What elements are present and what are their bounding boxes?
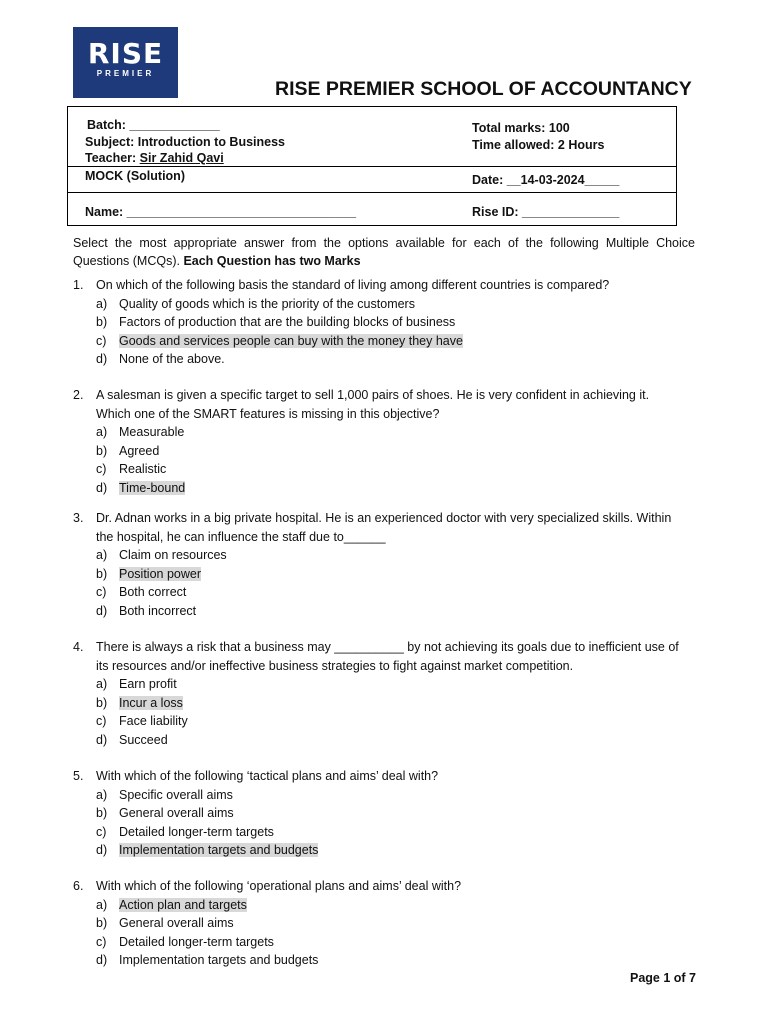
- question: [73, 509, 673, 620]
- option: [73, 423, 673, 442]
- date-field: Date: __14-03-2024_____: [472, 173, 620, 187]
- option-letter: c): [96, 824, 107, 839]
- teacher-field: [85, 151, 224, 165]
- option-letter: d): [96, 732, 108, 747]
- correct-option: [73, 479, 673, 498]
- option-text: Incur a loss: [119, 695, 183, 710]
- logo-line2: PREMIER: [96, 69, 155, 78]
- option-letter: a): [96, 897, 108, 912]
- header-divider: [68, 192, 676, 193]
- school-name: RISE PREMIER SCHOOL OF ACCOUNTANCY: [275, 78, 692, 100]
- option-text: Specific overall aims: [119, 787, 233, 802]
- option-text: Implementation targets and budgets: [119, 953, 319, 967]
- option-letter: d): [96, 603, 108, 618]
- question-text: On which of the following basis the standard of living among different countries is compared?: [96, 278, 610, 292]
- option-text: Action plan and targets: [119, 897, 247, 912]
- option-letter: a): [96, 787, 108, 802]
- option: [73, 951, 703, 970]
- option-letter: b): [96, 695, 108, 710]
- batch-field: Batch: _____________: [87, 118, 220, 132]
- option: [73, 583, 673, 602]
- option-text: Goods and services people can buy with the money they have: [119, 333, 463, 348]
- option-text: Realistic: [119, 462, 167, 476]
- question-text: A salesman is given a specific target to sell 1,000 pairs of shoes. He is very confident in achieving it. Which one of the SMART features is missing in this objective?: [96, 388, 650, 421]
- option-text: Implementation targets and budgets: [119, 843, 319, 857]
- option: [73, 675, 693, 694]
- option-text: Detailed longer-term targets: [119, 934, 274, 949]
- exam-header-box: [67, 106, 677, 226]
- page-number: Page 1 of 7: [630, 971, 696, 985]
- option-letter: a): [96, 425, 108, 439]
- question: [73, 276, 703, 369]
- option: [73, 914, 703, 933]
- question-text: With which of the following ‘operational plans and aims’ deal with?: [96, 879, 462, 893]
- option-letter: a): [96, 548, 108, 562]
- option: [73, 731, 693, 750]
- option-letter: b): [96, 566, 108, 581]
- correct-option: [73, 841, 703, 860]
- option-text: Earn profit: [119, 677, 177, 691]
- teacher-name: Sir Zahid Qavi: [139, 151, 224, 165]
- option-text: Agreed: [119, 443, 160, 458]
- option-letter: c): [96, 585, 107, 599]
- question-text: There is always a risk that a business may __________ by not achieving its goals due to inefficient use of its resources and/or ineffective business strategies to fight against market competition.: [96, 640, 679, 673]
- instructions-marks: Each Question has two Marks: [183, 253, 361, 268]
- option-text: Measurable: [119, 425, 185, 439]
- time-allowed: Time allowed: 2 Hours: [472, 138, 605, 152]
- question-number: 2.: [73, 388, 84, 402]
- option: [73, 295, 703, 314]
- option-text: Position power: [119, 566, 201, 581]
- option-letter: b): [96, 315, 108, 329]
- option-letter: b): [96, 443, 108, 458]
- option-text: Both correct: [119, 585, 187, 599]
- correct-option: [73, 332, 703, 351]
- option-text: General overall aims: [119, 806, 234, 820]
- teacher-label: Teacher:: [85, 151, 140, 165]
- option-text: None of the above.: [119, 352, 225, 366]
- school-logo: [73, 27, 178, 98]
- question-number: 3.: [73, 511, 84, 525]
- total-marks: Total marks: 100: [472, 121, 570, 135]
- option-text: Claim on resources: [119, 548, 227, 562]
- option: [73, 460, 673, 479]
- mock-label: MOCK (Solution): [85, 169, 185, 183]
- option: [73, 602, 673, 621]
- name-field: Name: _________________________________: [85, 205, 357, 219]
- option-letter: c): [96, 333, 107, 348]
- question-number: 5.: [73, 769, 84, 783]
- option: [73, 546, 673, 565]
- question-number: 6.: [73, 879, 84, 893]
- subject-field: Subject: Introduction to Business: [85, 135, 286, 149]
- option: [73, 786, 703, 805]
- option-text: Time-bound: [119, 480, 186, 495]
- correct-option: [73, 694, 693, 713]
- option-text: Factors of production that are the building blocks of business: [119, 315, 456, 329]
- highlight: [96, 695, 183, 710]
- option: [73, 350, 703, 369]
- option: [73, 442, 673, 461]
- question-number: 1.: [73, 278, 84, 292]
- option: [73, 712, 693, 731]
- logo-line1: RISE: [87, 37, 164, 70]
- question-text: With which of the following ‘tactical plans and aims’ deal with?: [96, 769, 439, 783]
- rise-id-field: Rise ID: ______________: [472, 205, 620, 219]
- question-number: 4.: [73, 640, 84, 654]
- option: [73, 933, 703, 952]
- option-text: Face liability: [119, 714, 188, 728]
- question: [73, 638, 693, 749]
- option-text: Succeed: [119, 732, 168, 747]
- option-text: Detailed longer-term targets: [119, 824, 274, 839]
- option-letter: b): [96, 916, 108, 930]
- option-letter: c): [96, 462, 107, 476]
- header-divider: [68, 166, 676, 167]
- question: [73, 386, 673, 497]
- instructions-text: Select the most appropriate answer from the options available for each of the following Multiple Choice Questions (MCQs).: [73, 236, 695, 268]
- option-letter: c): [96, 714, 107, 728]
- option: [73, 804, 703, 823]
- question: [73, 877, 703, 970]
- option-letter: a): [96, 677, 108, 691]
- option-letter: b): [96, 806, 108, 820]
- option-text: Both incorrect: [119, 603, 197, 618]
- option-text: Quality of goods which is the priority of the customers: [119, 296, 415, 311]
- option: [73, 313, 703, 332]
- option-letter: d): [96, 843, 108, 857]
- instructions: [73, 235, 695, 270]
- correct-option: [73, 565, 673, 584]
- option-letter: d): [96, 480, 108, 495]
- option-text: General overall aims: [119, 916, 234, 930]
- question-text: Dr. Adnan works in a big private hospital. He is an experienced doctor with very specialized skills. Within the hospital, he can influence the staff due to______: [96, 511, 672, 544]
- question: [73, 767, 703, 860]
- correct-option: [73, 896, 703, 915]
- option: [73, 823, 703, 842]
- option-letter: d): [96, 953, 108, 967]
- option-letter: d): [96, 352, 108, 366]
- highlight: [96, 566, 201, 581]
- option-letter: c): [96, 934, 107, 949]
- option-letter: a): [96, 296, 108, 311]
